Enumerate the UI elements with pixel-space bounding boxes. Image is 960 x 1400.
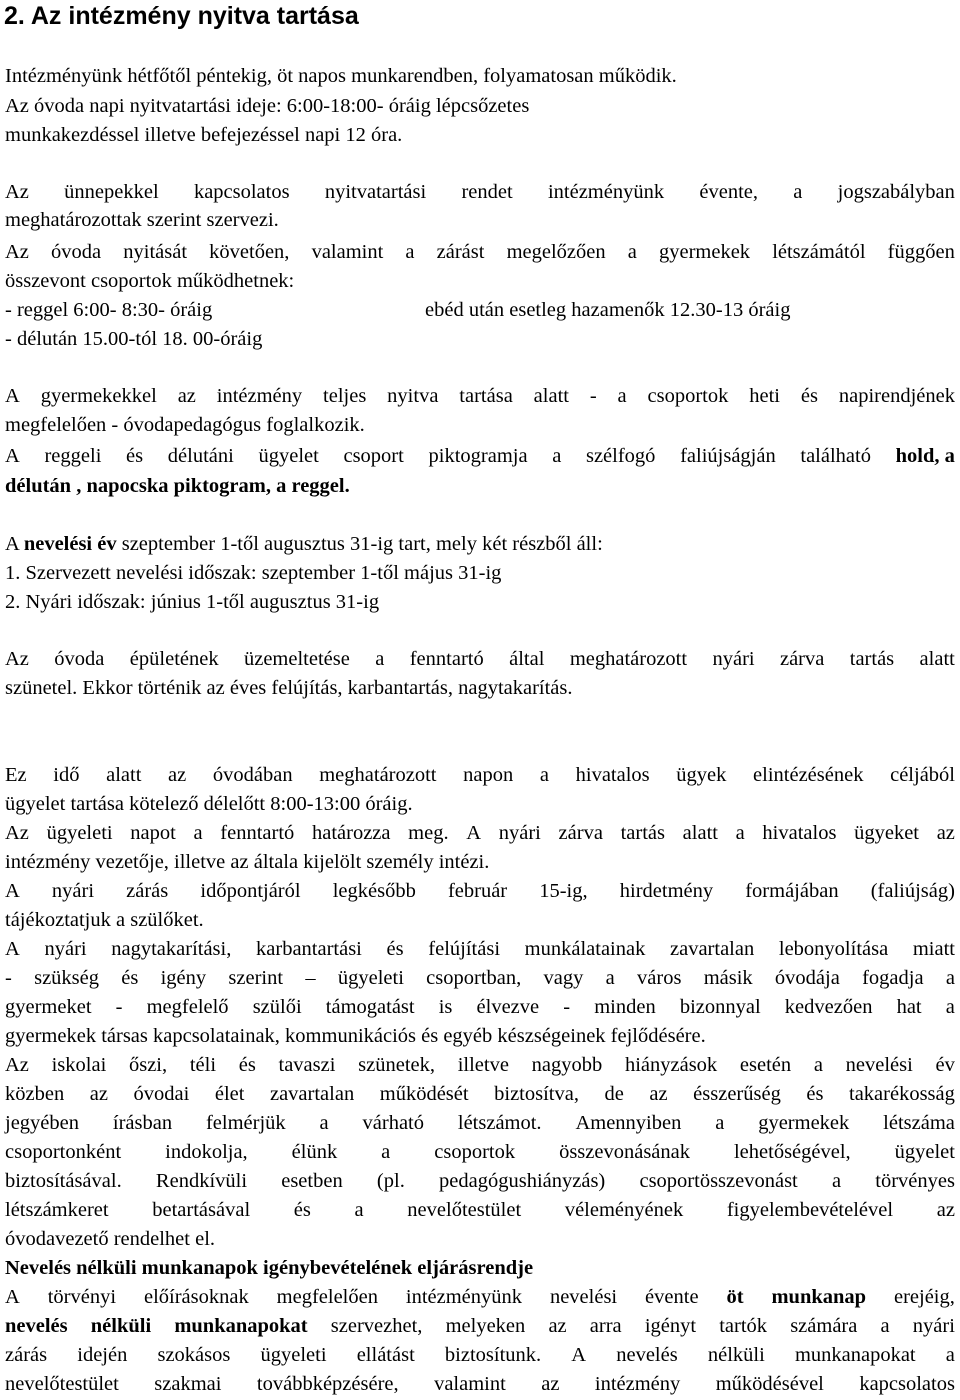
word: kapcsolatos [859,1373,955,1395]
schedule-line [5,296,955,325]
word: intézmény [594,1373,681,1395]
word: található [800,445,871,467]
word: támogatást [325,996,415,1018]
word: megfelelően [276,1286,378,1308]
word: ügyeleti [46,822,113,844]
word: Az [5,241,29,263]
paragraph-line: óvodavezető rendelhet el. [5,1228,216,1250]
word: – [305,967,316,989]
word: és [238,1054,256,1076]
word: óvodai [133,1083,190,1105]
word: ügyelet [894,1141,955,1163]
word: Az [5,1054,29,1076]
word: hivatalos [762,822,837,844]
word: és [800,385,818,407]
word: által [509,648,545,670]
word: az [936,822,955,844]
word: valamint [434,1373,506,1395]
word: nevelési [549,1286,618,1308]
word: zárva [558,822,603,844]
word: idején [77,1344,128,1366]
paragraph-line: meghatározottak szerint szervezi. [5,209,279,231]
word: A [5,938,20,960]
word: követően, [209,241,290,263]
word: (pl. [376,1170,405,1192]
word: céljából [890,764,955,786]
word: meghatározott [569,648,688,670]
word: erejéig, [893,1286,955,1308]
word: szélfogó [585,445,656,467]
word: a [735,822,745,844]
paragraph-line [5,1370,955,1399]
word: szülői [252,996,302,1018]
word: csoportok [434,1141,516,1163]
word: rendet [461,181,513,203]
paragraph-line [5,530,955,559]
paragraph-line: gyermekek társas kapcsolatainak, kommunikációs és egyéb készségeinek fejlődésére. [5,1025,706,1047]
word: tartása [459,385,513,407]
paragraph-line [5,645,955,674]
word: jegyében [5,1112,79,1134]
word: megfelelő [146,996,229,1018]
word: (faliújság) [870,880,955,902]
word: a [605,967,615,989]
word: megelőzően [506,241,606,263]
word: ellátást [356,1344,415,1366]
word: a [319,1112,329,1134]
word: nélküli [90,1315,152,1337]
word: Rendkívüli [155,1170,248,1192]
paragraph-line [5,993,955,1022]
word: időpontjáról [200,880,301,902]
paragraph-line [5,442,955,471]
paragraph-line [5,761,955,790]
word: másik [703,967,753,989]
word: csoport [343,445,404,467]
word: elintézésének [753,764,864,786]
word: munkálatainak [524,938,646,960]
word: meg. [408,822,449,844]
paragraph-line [5,935,955,964]
word: a [945,996,955,1018]
word: működésével [715,1373,824,1395]
word: véleményének [564,1199,684,1221]
word: tartás [620,822,665,844]
word: a [193,822,203,844]
word: alatt [533,385,569,407]
word: és [121,967,139,989]
list-item: 2. Nyári időszak: június 1-től augusztus 31-ig [5,591,380,613]
word: csoportösszevonást [639,1170,798,1192]
word: zárva [779,648,825,670]
word: az [177,385,196,407]
word: hat [896,996,922,1018]
word: és [293,1199,311,1221]
word: létszámkeret [5,1199,109,1221]
word: nyitását [123,241,188,263]
word: fogadja [862,967,924,989]
word: ünnepekkel [64,181,159,203]
word: ügyeleti [260,1344,327,1366]
word: nyitva [387,385,439,407]
line-text: szeptember 1-től augusztus 31-ig tart, mely két részből áll: [116,533,603,555]
word: létszámot. [457,1112,542,1134]
word: gyermeket [5,996,92,1018]
word: nevelés [616,1344,678,1366]
word: A [5,385,20,407]
word: a [945,967,955,989]
word: szerint [228,967,284,989]
word: gyermekek [758,1112,850,1134]
word: nagytakarítási, [111,938,232,960]
word: zavartalan [670,938,755,960]
paragraph-line [5,1312,955,1341]
word: igényt [644,1315,697,1337]
word: intézményünk [547,181,665,203]
paragraph-line [5,382,955,411]
word: az [548,1315,567,1337]
word: nyári [498,822,541,844]
word: város [637,967,682,989]
paragraph-line [5,1051,955,1080]
paragraph-line: összevont csoportok működhetnek: [5,270,295,292]
word: nyári [44,938,87,960]
word: minden [594,996,656,1018]
word: öt [726,1286,744,1308]
word: munkanapokat [794,1344,916,1366]
word: hirdetmény [619,880,714,902]
word: számára [790,1315,858,1337]
word: miatt [912,938,955,960]
word: őszi, [128,1054,168,1076]
word: létszáma [883,1112,955,1134]
paragraph-line [5,1080,955,1109]
paragraph-line [5,1167,955,1196]
word: nyitvatartási [324,181,427,203]
word: élet [214,1083,245,1105]
word: óvoda [51,241,102,263]
word: várható [362,1112,424,1134]
word: a [552,445,562,467]
word: karbantartási [256,938,362,960]
word: igény [160,967,207,989]
list-item: 1. Szervezett nevelési időszak: szeptember 1-től május 31-ig [5,562,502,584]
word: összevonásának [559,1141,691,1163]
word: intézmény [216,385,303,407]
bold-text: délután , napocska piktogram, a reggel. [5,475,350,497]
word: - [563,996,571,1018]
word: szokásos [157,1344,231,1366]
word: meghatározott [319,764,437,786]
word: zárást [436,241,485,263]
paragraph-line: megfelelően - óvodapedagógus foglalkozik. [5,414,365,436]
word: intézményünk [405,1286,523,1308]
schedule-morning: - reggel 6:00- 8:30- óráig [5,299,213,321]
word: a [354,1199,364,1221]
word: a [627,241,637,263]
paragraph-line [5,877,955,906]
word: határozza [311,822,391,844]
word: indokolja, [165,1141,248,1163]
word: nélküli [707,1344,765,1366]
word: 15-ig, [539,880,588,902]
word: óvodában [212,764,293,786]
word: lehetőségével, [733,1141,851,1163]
word: napon [463,764,514,786]
paragraph-line [5,238,955,267]
word: a [539,764,549,786]
word: az [168,764,187,786]
word: fenntartó [409,648,484,670]
schedule-noon: ebéd után esetleg hazamenők 12.30-13 óráig [425,299,791,321]
word: törvényi [47,1286,117,1308]
word: az [541,1373,560,1395]
word: nevelési [845,1054,913,1076]
paragraph-line: intézmény vezetője, illetve az általa kijelölt személy intézi. [5,851,490,873]
word: nevelés [5,1315,68,1337]
word: óvoda [54,648,105,670]
word: az [89,1083,108,1105]
word: tavaszi [278,1054,336,1076]
word: nyári [712,648,755,670]
word: A [5,445,20,467]
word: csoportonként [5,1141,122,1163]
paragraph-line: tájékoztatjuk a szülőket. [5,909,204,931]
word: szervezhet, [330,1315,423,1337]
word: faliújságján [680,445,776,467]
word: tartók [719,1315,768,1337]
word: a [715,1112,725,1134]
paragraph-line: ügyelet tartása kötelező délelőtt 8:00-13:00 óráig. [5,793,413,815]
word: nyári [912,1315,955,1337]
word: melyeken [445,1315,526,1337]
word: hiányzások [624,1054,718,1076]
schedule-afternoon: - délután 15.00-tól 18. 00-óráig [5,328,263,350]
paragraph-line [5,1341,955,1370]
word: zavartalan [269,1083,355,1105]
word: zárás [5,1344,48,1366]
word: is [438,996,453,1018]
word: felmérjük [205,1112,286,1134]
word: biztosítva, [494,1083,579,1105]
word: esetben [281,1170,343,1192]
word: kapcsolatos [193,181,290,203]
word: Ez [5,764,27,786]
word: biztosításával. [5,1170,122,1192]
word: a [793,181,803,203]
word: csoportok [647,385,729,407]
word: - [115,996,123,1018]
word: ésszerűség [693,1083,781,1105]
word: betartásával [152,1199,251,1221]
word: továbbképzésére, [256,1373,399,1395]
word: előírásoknak [143,1286,249,1308]
word: óvodája [774,967,840,989]
section-heading: 2. Az intézmény nyitva tartása [4,2,359,30]
word: épületének [129,648,219,670]
paragraph-line: szünetel. Ekkor történik az éves felújítás, karbantartás, nagytakarítás. [5,677,573,699]
word: csoportban, [426,967,522,989]
word: Az [5,648,29,670]
word: A [5,1286,20,1308]
word: jogszabályban [837,181,955,203]
word: és [126,445,144,467]
word: szakmai [154,1373,222,1395]
word: munkanapokat [174,1315,308,1337]
word: írásban [112,1112,173,1134]
word: hivatalos [575,764,650,786]
word: formájában [745,880,839,902]
line-text: A [5,533,24,555]
word: Amennyiben [575,1112,682,1134]
word: délutáni [167,445,234,467]
word: zárás [126,880,169,902]
word: ügyek [676,764,727,786]
word: esetén [739,1054,792,1076]
word: gyermekek [658,241,751,263]
word: élvezve [476,996,540,1018]
word: működését [379,1083,469,1105]
word: a [880,1315,890,1337]
paragraph-line [5,964,955,993]
word: nevelőtestület [407,1199,522,1221]
word: február [447,880,508,902]
word: teljes [323,385,367,407]
word: bizonnyal [679,996,761,1018]
word: és [806,1083,824,1105]
paragraph-line: Az óvoda napi nyitvatartási ideje: 6:00-18:00- óráig lépcsőzetes [5,95,530,117]
word: és [386,938,404,960]
word: napot [130,822,176,844]
word: de [604,1083,624,1105]
word: piktogramja [428,445,528,467]
word: üzemeltetése [243,648,350,670]
word: ügyeleti [337,967,404,989]
word: ügyeket [854,822,920,844]
word: alatt [106,764,142,786]
word: - [5,967,12,989]
word: gyermekekkel [40,385,157,407]
word: tartás [849,648,895,670]
word: - [589,385,597,407]
word: szünetek, [358,1054,435,1076]
word: az [649,1083,668,1105]
word: nagyobb [531,1054,603,1076]
word: idő [53,764,80,786]
word: törvényes [875,1170,955,1192]
word: reggeli [44,445,102,467]
word: A [571,1344,587,1366]
word: alatt [682,822,718,844]
subheading-text: Nevelés nélküli munkanapok igénybevételének eljárásrendje [5,1257,534,1279]
word: fenntartó [220,822,295,844]
word: élünk [291,1141,338,1163]
word: pedagógushiányzás) [439,1170,606,1192]
word: A [5,880,20,902]
word: a [405,241,415,263]
word: napirendjének [838,385,955,407]
paragraph-line [5,1283,955,1312]
word: iskolai [51,1054,107,1076]
word: arra [589,1315,622,1337]
word: alatt [919,648,955,670]
word: közben [5,1083,65,1105]
word: nyári [51,880,95,902]
paragraph-line [5,1196,955,1225]
word: szükség [34,967,99,989]
paragraph-line: Intézményünk hétfőtől péntekig, öt napos munkarendben, folyamatosan működik. [5,65,677,87]
word: vagy [543,967,584,989]
word: ügyelet [258,445,319,467]
word: a [617,385,627,407]
paragraph-line: munkakezdéssel illetve befejezéssel napi 12 óra. [5,124,403,146]
word: évente, [699,181,758,203]
word: létszámától [772,241,866,263]
word: a [945,1344,955,1366]
word: heti [749,385,781,407]
word: munkanap [771,1286,867,1308]
word: legkésőbb [332,880,416,902]
word: felújítási [428,938,501,960]
word: illetve [457,1054,509,1076]
paragraph-line [5,178,955,207]
paragraph-line [5,819,955,848]
word: Az [5,822,29,844]
paragraph-line [5,1138,955,1167]
word: a [813,1054,823,1076]
word: biztosítunk. [444,1344,542,1366]
word: Az [5,181,29,203]
word: nevelőtestület [5,1373,119,1395]
word: függően [887,241,955,263]
word: lebonyolítása [778,938,889,960]
bold-text: hold, a [895,445,955,467]
word: a [831,1170,842,1192]
subheading [5,1254,955,1283]
word: a [381,1141,391,1163]
word: téli [189,1054,217,1076]
word: év [935,1054,955,1076]
word: a [375,648,385,670]
word: valamint [311,241,384,263]
word: figyelembevételével [726,1199,894,1221]
word: évente [645,1286,699,1308]
paragraph-line [5,472,955,501]
word: kedvezően [784,996,873,1018]
word: takarékosság [849,1083,955,1105]
bold-text: nevelési év [23,533,117,555]
word: az [936,1199,955,1221]
word: A [466,822,482,844]
paragraph-line [5,1109,955,1138]
